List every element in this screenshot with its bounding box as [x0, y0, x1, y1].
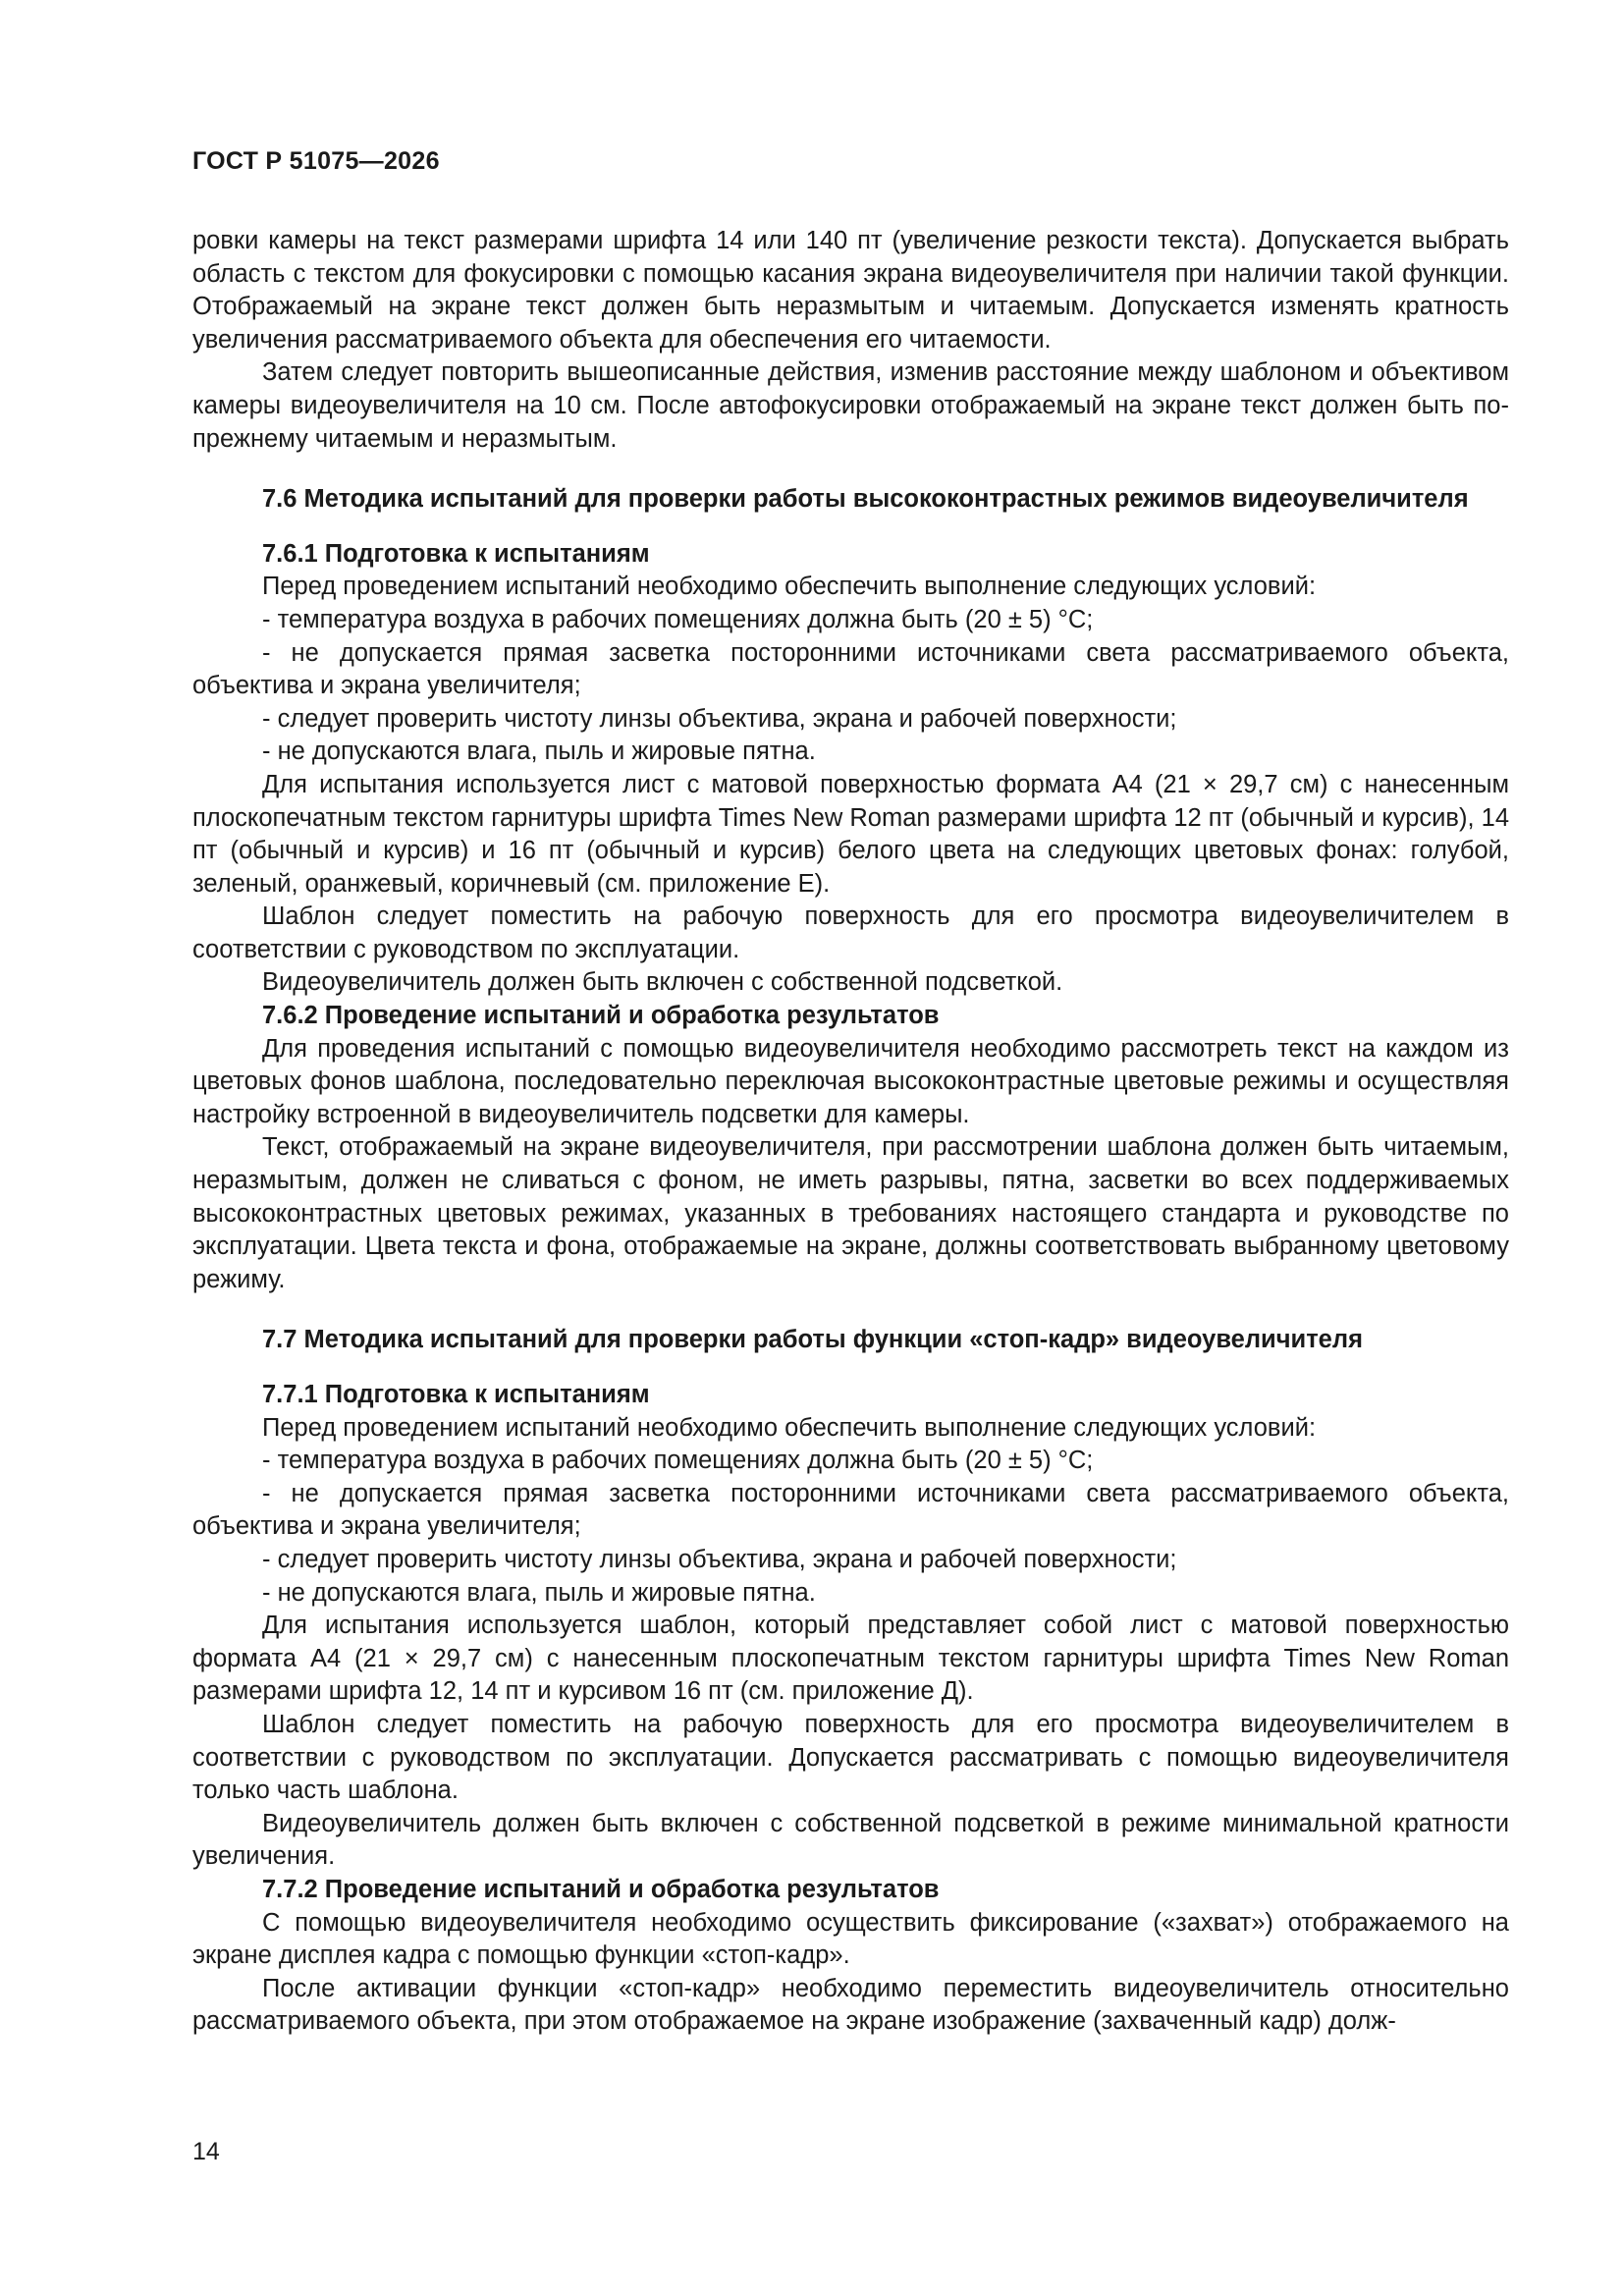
standard-designation: ГОСТ Р 51075—2026 [192, 147, 440, 175]
paragraph: Видеоувеличитель должен быть включен с собственной подсветкой. [262, 968, 1063, 997]
document-body [192, 225, 1509, 2039]
page-number: 14 [192, 2138, 220, 2165]
list-item: - не допускаются влага, пыль и жировые пятна. [262, 1578, 816, 1607]
list-item: - не допускается прямая засветка посторонними источниками света рассматриваемого объекта, объектива и экрана увеличителя; [192, 1479, 1509, 1541]
paragraph: Текст, отображаемый на экране видеоувеличителя, при рассмотрении шаблона должен быть читаемым, неразмытым, должен не сливаться с фоном, не иметь разрывы, пятна, засветки во всех поддерживаемых высококонтрастных цветовых режимах, указанных в требованиях настоящего стандарта и руководстве по эксплуатации. Цвета текста и фона, отображаемые на экране, должны соответствовать выбранному цветовому режиму. [192, 1133, 1509, 1293]
list-item: - следует проверить чистоту линзы объектива, экрана и рабочей поверхности; [262, 1545, 1177, 1573]
paragraph: С помощью видеоувеличителя необходимо осуществить фиксирование («захват») отображаемого на экране дисплея кадра с помощью функции «стоп-кадр». [192, 1908, 1509, 1970]
paragraph: Для испытания используется лист с матовой поверхностью формата А4 (21 × 29,7 см) с нанесенным плоскопечатным текстом гарнитуры шрифта Times New Roman размерами шрифта 12 пт (обычный и курсив), 14 пт (обычный и курсив) и 16 пт (обычный и курсив) белого цвета на следующих цветовых фонах: голубой, зеленый, оранжевый, коричневый (см. приложение Е). [192, 770, 1509, 898]
paragraph: Перед проведением испытаний необходимо обеспечить выполнение следующих условий: [262, 573, 1317, 601]
paragraph: ровки камеры на текст размерами шрифта 14 или 140 пт (увеличение резкости текста). Допускается выбрать область с текстом для фокусировки с помощью касания экрана видеоувеличителя при наличии такой функции. Отображаемый на экране текст должен быть неразмытым и читаемым. Допускается изменять кратность увеличения рассматриваемого объекта для обеспечения его читаемости. [192, 227, 1509, 354]
subsection-heading-7-6-2: 7.6.2 Проведение испытаний и обработка результатов [262, 1002, 940, 1030]
paragraph: Шаблон следует поместить на рабочую поверхность для его просмотра видеоувеличителем в соответствии с руководством по эксплуатации. Допускается рассматривать с помощью видеоувеличителя только часть шаблона. [192, 1710, 1509, 1805]
paragraph: Шаблон следует поместить на рабочую поверхность для его просмотра видеоувеличителем в соответствии с руководством по эксплуатации. [192, 902, 1509, 963]
list-item: - не допускаются влага, пыль и жировые пятна. [262, 738, 816, 766]
paragraph: Затем следует повторить вышеописанные действия, изменив расстояние между шаблоном и объективом камеры видеоувеличителя на 10 см. После автофокусировки отображаемый на экране текст должен быть по-прежнему читаемым и неразмытым. [192, 358, 1509, 453]
subsection-heading-7-7-2: 7.7.2 Проведение испытаний и обработка результатов [262, 1875, 940, 1903]
subsection-heading-7-7-1: 7.7.1 Подготовка к испытаниям [262, 1381, 650, 1408]
paragraph: Перед проведением испытаний необходимо обеспечить выполнение следующих условий: [262, 1413, 1317, 1442]
paragraph: Для испытания используется шаблон, который представляет собой лист с матовой поверхностью формата А4 (21 × 29,7 см) с нанесенным плоскопечатным текстом гарнитуры шрифта Times New Roman размерами шрифта 12, 14 пт и курсивом 16 пт (см. приложение Д). [192, 1612, 1509, 1706]
section-heading-7-7: 7.7 Методика испытаний для проверки работы функции «стоп-кадр» видеоувеличителя [262, 1326, 1363, 1354]
list-item: - температура воздуха в рабочих помещениях должна быть (20 ± 5) °С; [262, 1447, 1094, 1475]
paragraph: Видеоувеличитель должен быть включен с собственной подсветкой в режиме минимальной кратности увеличения. [192, 1809, 1509, 1871]
list-item: - не допускается прямая засветка посторонними источниками света рассматриваемого объекта, объектива и экрана увеличителя; [192, 638, 1509, 700]
paragraph: Для проведения испытаний с помощью видеоувеличителя необходимо рассмотреть текст на каждом из цветовых фонов шаблона, последовательно переключая высококонтрастные цветовые режимы и осуществляя настройку встроенной в видеоувеличитель подсветки для камеры. [192, 1034, 1509, 1128]
list-item: - температура воздуха в рабочих помещениях должна быть (20 ± 5) °С; [262, 605, 1094, 633]
subsection-heading-7-6-1: 7.6.1 Подготовка к испытаниям [262, 539, 650, 568]
paragraph: После активации функции «стоп-кадр» необходимо переместить видеоувеличитель относительно рассматриваемого объекта, при этом отображаемое на экране изображение (захваченный кадр) долж- [192, 1974, 1509, 2036]
section-heading-7-6: 7.6 Методика испытаний для проверки работы высококонтрастных режимов видеоувеличителя [262, 485, 1469, 514]
list-item: - следует проверить чистоту линзы объектива, экрана и рабочей поверхности; [262, 704, 1177, 733]
